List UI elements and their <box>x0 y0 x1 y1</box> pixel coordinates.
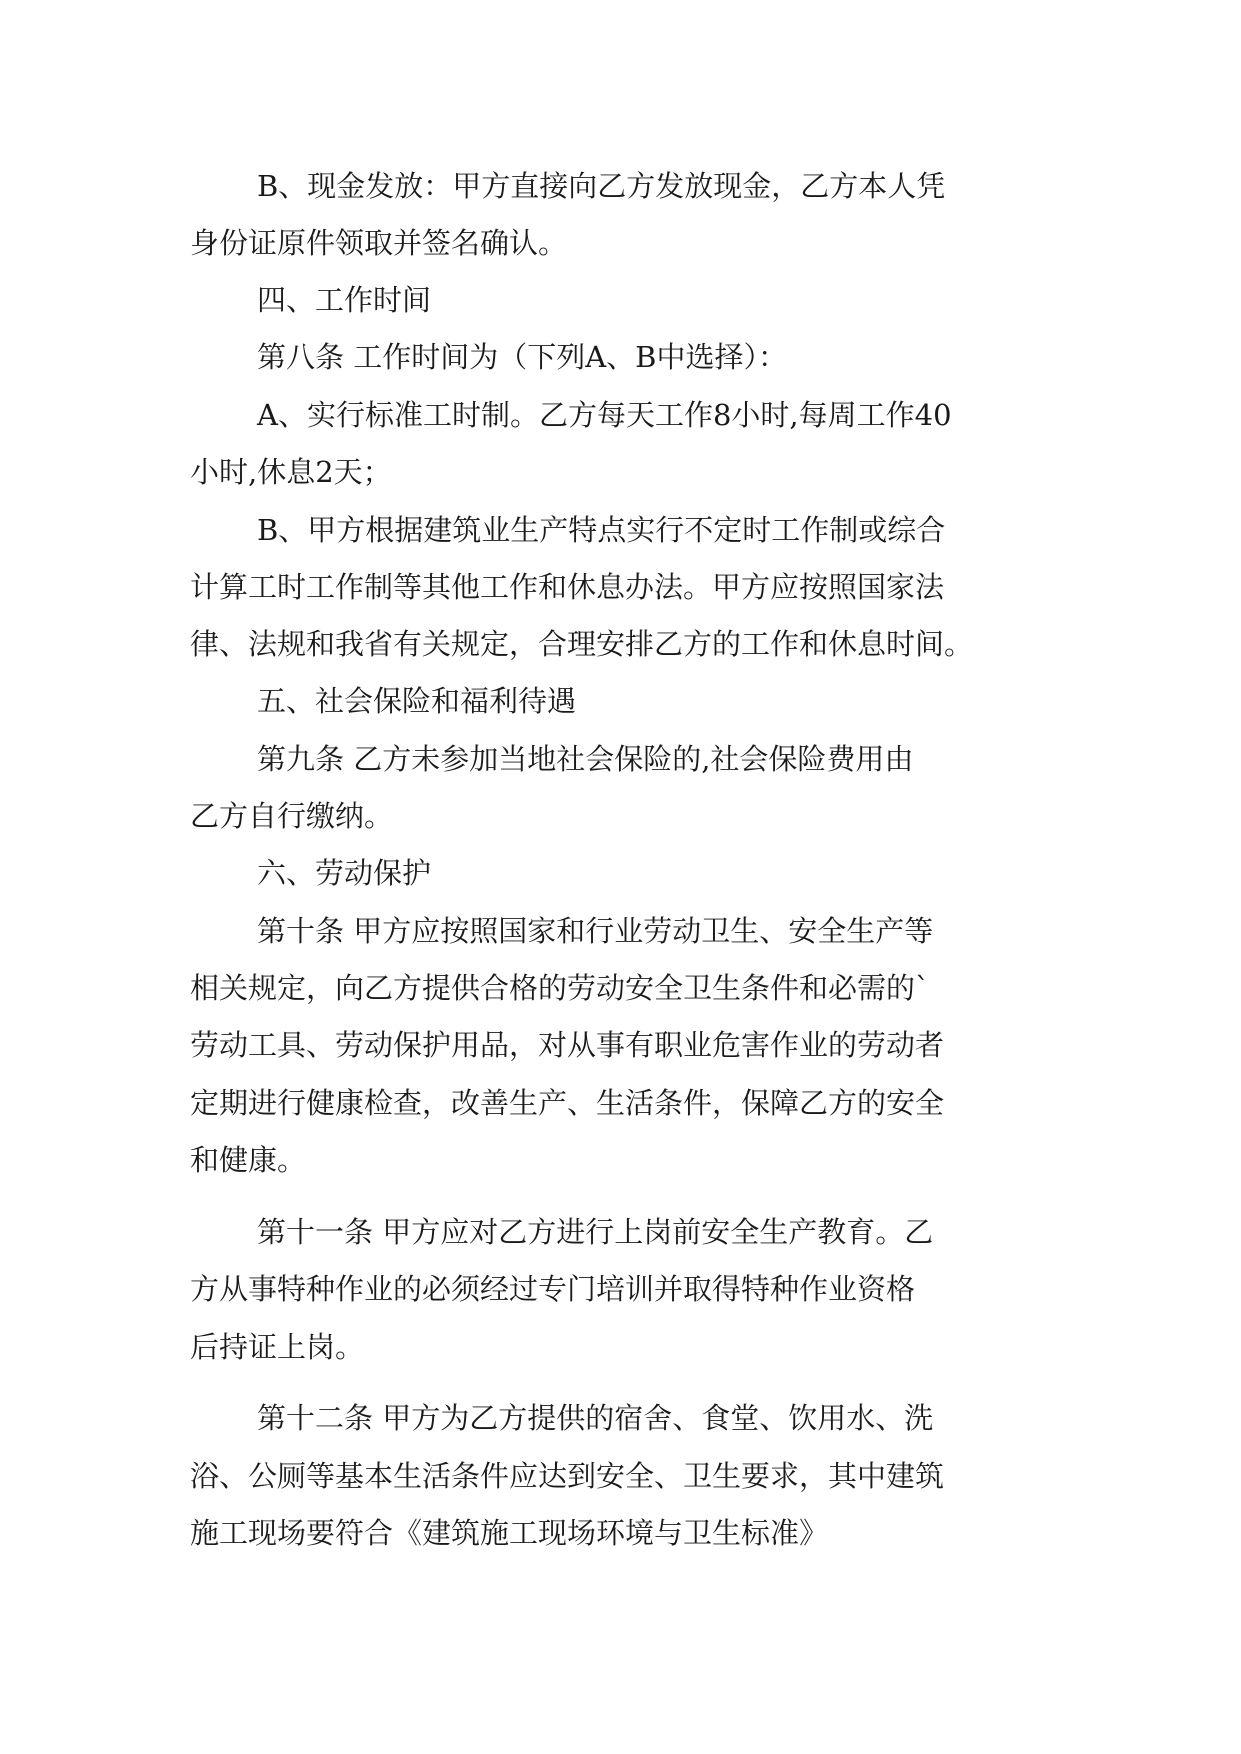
line-text: B、现金发放：甲方直接向乙方发放现金，乙方本人凭 <box>257 169 946 203</box>
heading-text: 五、社会保险和福利待遇 <box>257 684 577 718</box>
text-line <box>0 1140 1241 1180</box>
line-text: 定期进行健康检查，改善生产、生活条件，保障乙方的安全 <box>190 1086 945 1120</box>
text-line <box>0 1025 1241 1065</box>
line-text: 相关规定，向乙方提供合格的劳动安全卫生条件和必需的` <box>190 971 930 1005</box>
text-line <box>0 395 1241 435</box>
heading-text: 四、工作时间 <box>257 283 432 317</box>
section-heading <box>0 853 1241 893</box>
line-text: 第十二条 甲方为乙方提供的宿舍、食堂、饮用水、洗 <box>257 1401 934 1435</box>
line-text: 第九条 乙方未参加当地社会保险的,社会保险费用由 <box>257 742 914 776</box>
line-text: 第十条 甲方应按照国家和行业劳动卫生、安全生产等 <box>257 914 934 948</box>
line-text: 后持证上岗。 <box>190 1330 365 1364</box>
line-text: 计算工时工作制等其他工作和休息办法。甲方应按照国家法 <box>190 570 945 604</box>
line-text: A、实行标准工时制。乙方每天工作8小时,每周工作40 <box>257 398 952 432</box>
heading-text: 六、劳动保护 <box>257 856 432 890</box>
text-line <box>0 1456 1241 1496</box>
text-line <box>0 968 1241 1008</box>
text-line <box>0 510 1241 550</box>
line-text: 第八条 工作时间为（下列A、B中选择）： <box>257 340 787 374</box>
text-line <box>0 1212 1241 1252</box>
text-line <box>0 739 1241 779</box>
text-line <box>0 624 1241 664</box>
line-text: 浴、公厕等基本生活条件应达到安全、卫生要求，其中建筑 <box>190 1459 945 1493</box>
line-text: 乙方自行缴纳。 <box>190 799 394 833</box>
text-line <box>0 911 1241 951</box>
text-line <box>0 796 1241 836</box>
section-heading <box>0 280 1241 320</box>
text-line <box>0 1513 1241 1553</box>
line-text: 方从事特种作业的必须经过专门培训并取得特种作业资格 <box>190 1272 916 1306</box>
text-line <box>0 1327 1241 1367</box>
text-line <box>0 337 1241 377</box>
text-line <box>0 1398 1241 1438</box>
text-line <box>0 1083 1241 1123</box>
line-text: 和健康。 <box>190 1143 307 1177</box>
text-line <box>0 166 1241 206</box>
text-line <box>0 452 1241 492</box>
line-text: 律、法规和我省有关规定，合理安排乙方的工作和休息时间。 <box>190 627 974 661</box>
line-text: B、甲方根据建筑业生产特点实行不定时工作制或综合 <box>257 513 946 547</box>
text-line <box>0 223 1241 263</box>
line-text: 身份证原件领取并签名确认。 <box>190 226 568 260</box>
text-line <box>0 1269 1241 1309</box>
line-text: 施工现场要符合《建筑施工现场环境与卫生标准》 <box>190 1516 829 1550</box>
line-text: 劳动工具、劳动保护用品，对从事有职业危害作业的劳动者 <box>190 1028 945 1062</box>
text-line <box>0 567 1241 607</box>
line-text: 第十一条 甲方应对乙方进行上岗前安全生产教育。乙 <box>257 1215 934 1249</box>
line-text: 小时,休息2天； <box>190 455 392 489</box>
section-heading <box>0 681 1241 721</box>
